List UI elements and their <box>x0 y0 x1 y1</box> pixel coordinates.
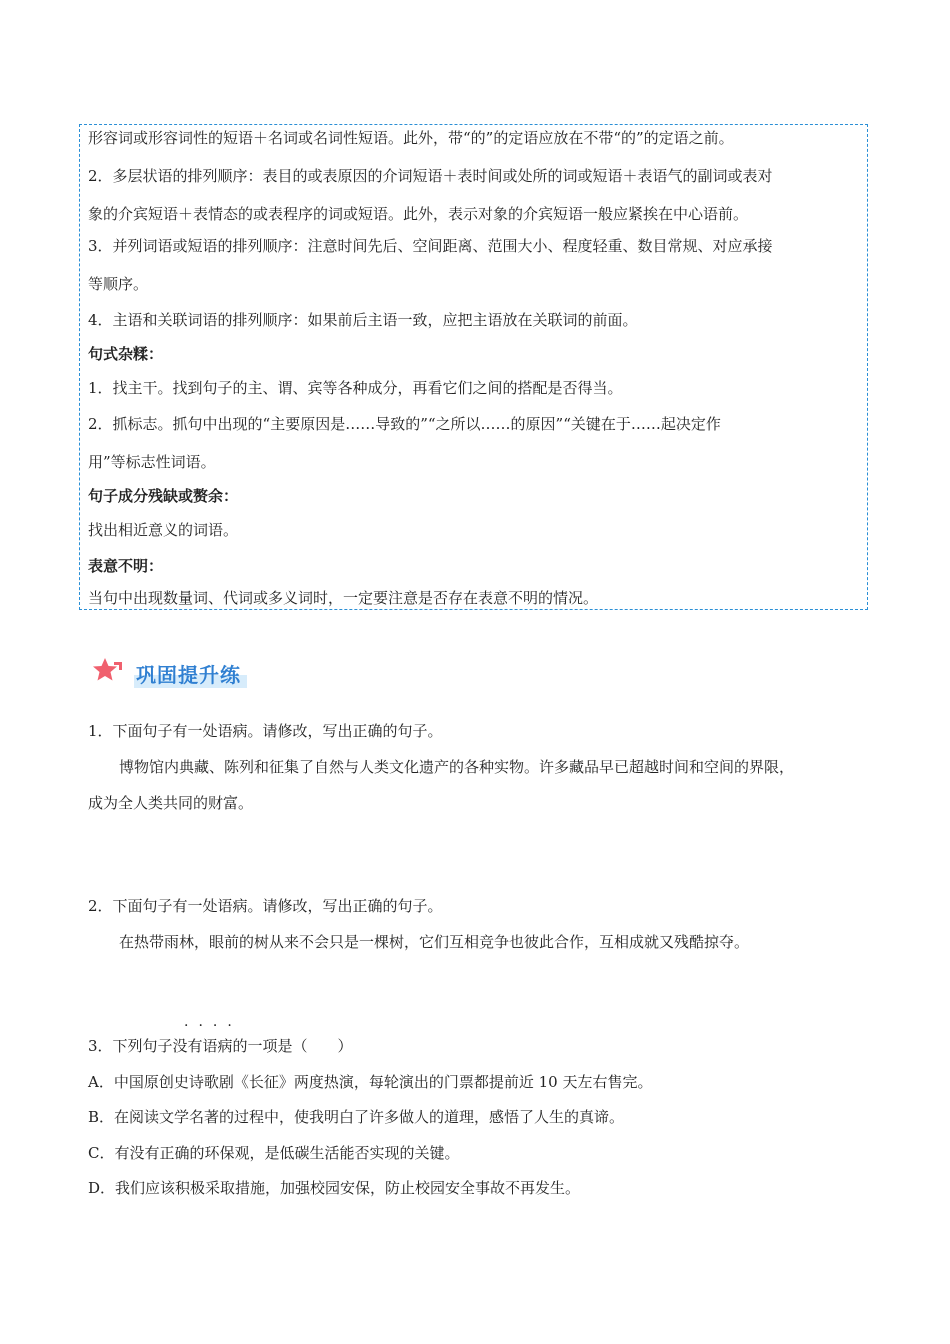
box-subheading: 句子成分残缺或赘余： <box>88 487 239 505</box>
question-2-stem: 2．下面句子有一处语病。请修改，写出正确的句子。 <box>88 897 443 915</box>
box-line: 形容词或形容词性的短语＋名词或名词性短语。此外，带“的”的定语应放在不带“的”的定语之前。 <box>88 129 734 147</box>
box-line: 1．找主干。找到句子的主、谓、宾等各种成分，再看它们之间的搭配是否得当。 <box>88 379 623 397</box>
knowledge-box <box>79 124 868 610</box>
question-3-stem: 3．下列句子没有语病的一项是（ ） <box>88 1037 353 1055</box>
section-title: 巩固提升练 <box>134 659 247 688</box>
box-line: 象的介宾短语＋表情态的或表程序的词或短语。此外，表示对象的介宾短语一般应紧挨在中心语前。 <box>88 205 749 223</box>
emphasis-dots: ···· <box>184 1018 242 1034</box>
option-b: B．在阅读文学名著的过程中，使我明白了许多做人的道理，感悟了人生的真谛。 <box>88 1108 625 1126</box>
option-c: C．有没有正确的环保观，是低碳生活能否实现的关键。 <box>88 1144 460 1162</box>
box-line: 2．多层状语的排列顺序：表目的或表原因的介词短语＋表时间或处所的词或短语＋表语气的副词或表对 <box>88 167 773 185</box>
box-line: 等顺序。 <box>88 275 149 293</box>
box-line: 4．主语和关联词语的排列顺序：如果前后主语一致，应把主语放在关联词的前面。 <box>88 311 638 329</box>
question-1-stem: 1．下面句子有一处语病。请修改，写出正确的句子。 <box>88 722 443 740</box>
option-a: A．中国原创史诗歌剧《长征》两度热演，每轮演出的门票都提前近 10 天左右售完。 <box>88 1073 653 1091</box>
box-line: 用”等标志性词语。 <box>88 453 216 471</box>
box-line: 当句中出现数量词、代词或多义词时，一定要注意是否存在表意不明的情况。 <box>88 589 599 607</box>
option-d: D．我们应该积极采取措施，加强校园安保，防止校园安全事故不再发生。 <box>88 1179 581 1197</box>
star-icon <box>92 656 126 690</box>
box-line: 3．并列词语或短语的排列顺序：注意时间先后、空间距离、范围大小、程度轻重、数目常规、对应承接 <box>88 237 773 255</box>
section-header <box>92 656 247 690</box>
box-subheading: 句式杂糅： <box>88 345 164 363</box>
box-subheading: 表意不明： <box>88 557 164 575</box>
box-line: 2．抓标志。抓句中出现的“主要原因是……导致的”“之所以……的原因”“关键在于……起决定作 <box>88 415 721 433</box>
question-1-text: 成为全人类共同的财富。 <box>88 794 254 812</box>
box-line: 找出相近意义的词语。 <box>88 521 239 539</box>
question-1-text: 博物馆内典藏、陈列和征集了自然与人类文化遗产的各种实物。许多藏品早已超越时间和空间的界限， <box>119 758 795 776</box>
question-2-text: 在热带雨林，眼前的树从来不会只是一棵树，它们互相竞争也彼此合作，互相成就又残酷掠夺。 <box>119 933 750 951</box>
